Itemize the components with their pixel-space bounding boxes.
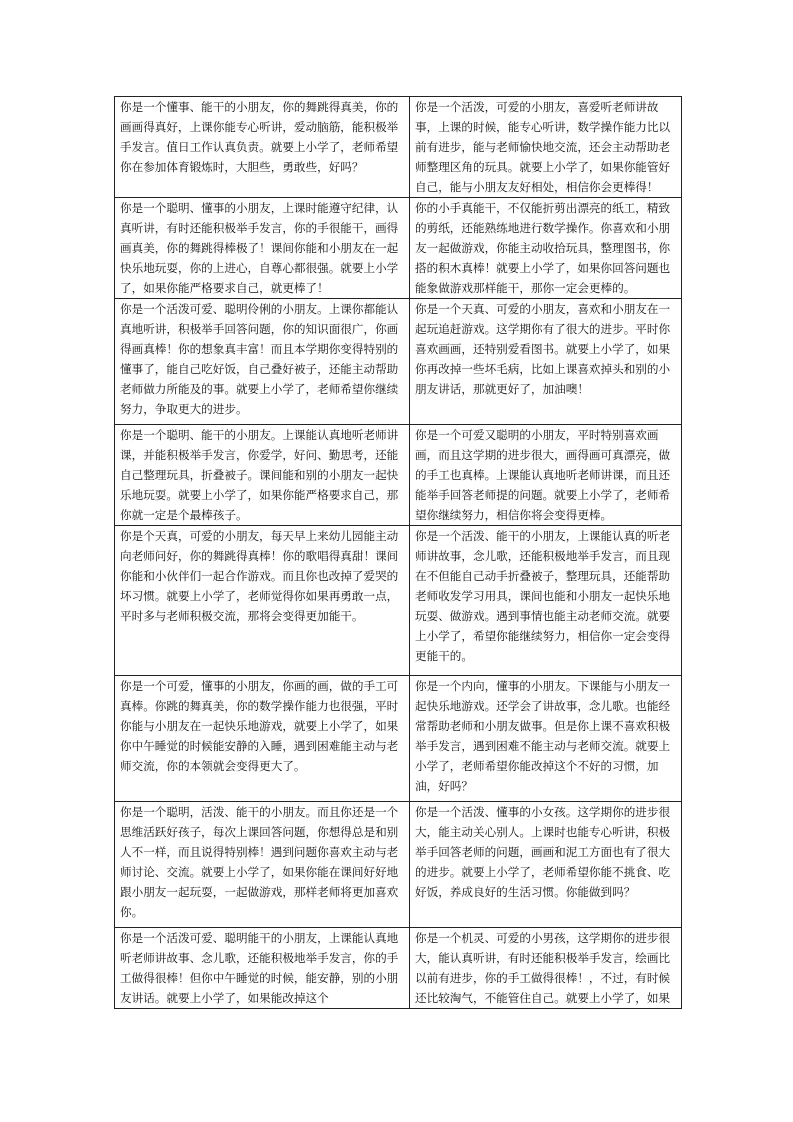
comment-cell-left: 你是一个可爱，懂事的小朋友，你画的画，做的手工可真棒。你跳的舞真美，你的数学操作能力也很强，平时你能与小朋友在一起快乐地游戏，就要上小学了，如果你中午睡觉的时候能安静的入睡，遇到困难能主动与老师交流，你的本领就会变得更大了。 bbox=[115, 676, 410, 802]
comment-cell-left: 你是一个活泼可爱、聪明能干的小朋友，上课能认真地听老师讲故事、念儿歌，还能积极地举手发言，你的手工做得很棒！但你中午睡觉的时候，能安静，别的小朋友讲话。就要上小学了，如果能改掉这个 bbox=[115, 928, 410, 1009]
comment-cell-right: 你是一个活泼，可爱的小朋友，喜爱听老师讲故事，上课的时候，能专心听讲，数学操作能力比以前有进步，能与老师愉快地交流，还会主动帮助老师整理区角的玩具。就要上小学了，如果你能管好自己，能与小朋友友好相处，相信你会更棒得！ bbox=[410, 97, 682, 198]
comments-table-body bbox=[115, 97, 682, 1009]
comment-cell-right: 你是一个机灵、可爱的小男孩，这学期你的进步很大，能认真听讲，有时还能积极举手发言，绘画比以前有进步，你的手工做得很棒！，不过，有时候还比较淘气，不能管住自己。就要上小学了，如果 bbox=[410, 928, 682, 1009]
comment-cell-right: 你是一个可爱又聪明的小朋友，平时特别喜欢画画，而且这学期的进步很大，画得画可真漂亮，做的手工也真棒。上课能认真地听老师讲课，而且还能举手回答老师提的问题。就要上小学了，老师希望你继续努力，相信你将会变得更棒。 bbox=[410, 425, 682, 526]
comment-cell-right: 你是一个内向，懂事的小朋友。下课能与小朋友一起快乐地游戏。还学会了讲故事，念儿歌。也能经常帮助老师和小朋友做事。但是你上课不喜欢积极举手发言，遇到困难不能主动与老师交流。就要上小学了，老师希望你能改掉这个不好的习惯，加油，好吗？ bbox=[410, 676, 682, 802]
comment-cell-right: 你的小手真能干，不仅能折剪出漂亮的纸工，精致的剪纸，还能熟练地进行数学操作。你喜欢和小朋友一起做游戏，你能主动收拾玩具，整理图书，你搭的积木真棒！就要上小学了，如果你回答问题也能象做游戏那样能干，那你一定会更棒的。 bbox=[410, 198, 682, 299]
comment-cell-left: 你是一个聪明，活泼、能干的小朋友。而且你还是一个思维活跃好孩子，每次上课回答问题，你想得总是和别人不一样，而且说得特别棒！遇到问题你喜欢主动与老师讨论、交流。就要上小学了，如果你能在课间好好地跟小朋友一起玩耍，一起做游戏，那样老师将更加喜欢你。 bbox=[115, 802, 410, 928]
comment-row bbox=[115, 928, 682, 1009]
comment-cell-left: 你是一个聪明、能干的小朋友。上课能认真地听老师讲课，并能积极举手发言，你爱学，好问、勤思考，还能自己整理玩具，折叠被子。课间能和别的小朋友一起快乐地玩耍。就要上小学了，如果你能严格要求自己，那你就一定是个最棒孩子。 bbox=[115, 425, 410, 526]
comment-row bbox=[115, 299, 682, 425]
comment-cell-left: 你是一个聪明、懂事的小朋友，上课时能遵守纪律，认真听讲，有时还能积极举手发言，你的手很能干，画得画真美，你的舞跳得棒极了！课间你能和小朋友在一起快乐地玩耍，你的上进心，自尊心都很强。就要上小学了，如果你能严格要求自己，就更棒了！ bbox=[115, 198, 410, 299]
teacher-comments-table bbox=[114, 96, 682, 1009]
comment-row bbox=[115, 198, 682, 299]
comment-cell-right: 你是一个活泼、能干的小朋友，上课能认真的听老师讲故事，念儿歌，还能积极地举手发言，而且现在不但能自己动手折叠被子，整理玩具，还能帮助老师收发学习用具，课间也能和小朋友一起快乐地玩耍、做游戏。遇到事情也能主动老师交流。就要上小学了，希望你能继续努力，相信你一定会变得更能干的。 bbox=[410, 526, 682, 676]
comment-cell-left: 你是一个懂事、能干的小朋友，你的舞跳得真美，你的画画得真好，上课你能专心听讲，爱动脑筋，能积极举手发言。值日工作认真负责。就要上小学了，老师希望你在参加体育锻炼时，大胆些，勇敢些，好吗？ bbox=[115, 97, 410, 198]
comment-cell-right: 你是一个天真、可爱的小朋友，喜欢和小朋友在一起玩追赶游戏。这学期你有了很大的进步。平时你喜欢画画，还特别爱看图书。就要上小学了，如果你再改掉一些坏毛病，比如上课喜欢掉头和别的小朋友讲话，那就更好了，加油噢！ bbox=[410, 299, 682, 425]
comment-cell-right: 你是一个活泼、懂事的小女孩。这学期你的进步很大，能主动关心别人。上课时也能专心听讲，积极举手回答老师的问题，画画和泥工方面也有了很大的进步。就要上小学了，老师希望你能不挑食、吃好饭，养成良好的生活习惯。你能做到吗？ bbox=[410, 802, 682, 928]
comment-row bbox=[115, 526, 682, 676]
comment-row bbox=[115, 425, 682, 526]
comment-cell-left: 你是个天真，可爱的小朋友，每天早上来幼儿园能主动向老师问好，你的舞跳得真棒！你的歌唱得真甜！课间你能和小伙伴们一起合作游戏。而且你也改掉了爱哭的坏习惯。就要上小学了，老师觉得你如果再勇敢一点，平时多与老师积极交流，那将会变得更加能干。 bbox=[115, 526, 410, 676]
comment-cell-left: 你是一个活泼可爱、聪明伶俐的小朋友。上课你都能认真地听讲，积极举手回答问题，你的知识面很广，你画得画真棒！你的想象真丰富！而且本学期你变得特别的懂事了，能自己吃好饭，自己叠好被子，还能主动帮助老师做力所能及的事。就要上小学了，老师希望你继续努力，争取更大的进步。 bbox=[115, 299, 410, 425]
comment-row bbox=[115, 802, 682, 928]
comment-row bbox=[115, 676, 682, 802]
comment-row bbox=[115, 97, 682, 198]
